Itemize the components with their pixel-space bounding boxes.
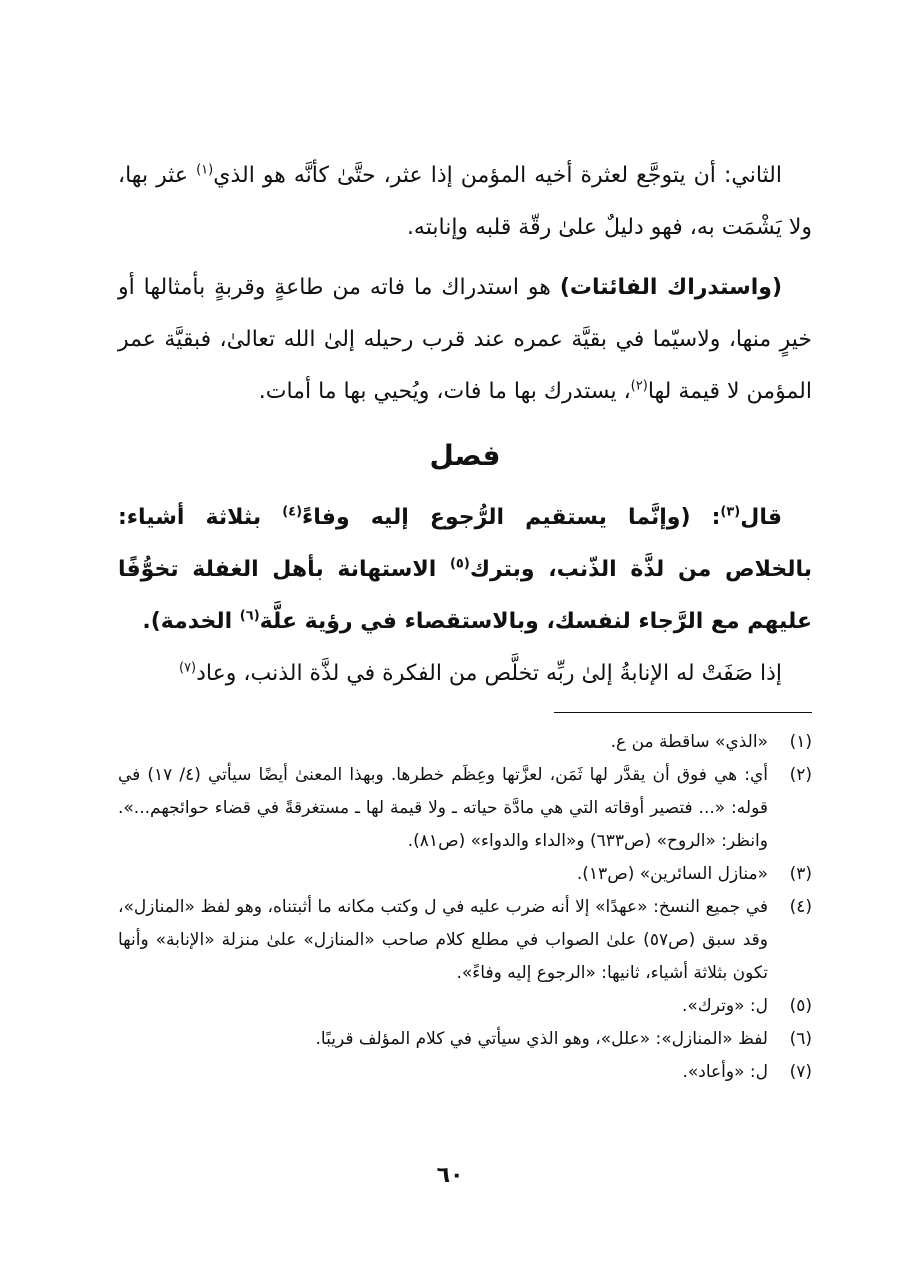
section-heading: فصل <box>429 439 501 472</box>
text-run: بثلاثة أشياء: بالخلاص من لذَّة الذّنب، وبترك <box>118 505 812 582</box>
footnote-6 <box>118 1023 812 1056</box>
page-number: ٦٠ <box>436 1163 464 1188</box>
footnote-number: (١) <box>789 732 812 752</box>
paragraph-2 <box>118 262 812 418</box>
quoted-passage <box>118 492 812 648</box>
text-run: : (وإنَّما يستقيم الرُّجوع إليه وفاءً <box>302 505 721 530</box>
footnote-4 <box>118 891 812 990</box>
text-run: الخدمة). <box>142 609 240 634</box>
footnote-ref-7[interactable]: (٧) <box>178 660 197 676</box>
footnote-text: أي: هي فوق أن يقدَّر لها ثَمَن، لعزَّتها وعِظَم خطرها. وبهذا المعنىٰ أيضًا سيأتي (٤/ ١٧) في قوله: «... فتصير أوقاته التي هي مادَّة حياته ـ ولا قيمة لها ـ مستغرقةً في قضاء حوائجهم...». وانظر: «الروح» (ص٦٣٣) و«الداء والدواء» (ص٨١). <box>118 765 768 851</box>
paragraph-1 <box>118 150 812 254</box>
footnote-number: (٦) <box>789 1029 812 1049</box>
footnote-ref-3[interactable]: (٣) <box>720 504 741 520</box>
footnote-ref-2[interactable]: (٢) <box>630 378 648 394</box>
footnote-7 <box>118 1056 812 1089</box>
text-run: قال <box>740 505 782 530</box>
footnote-text: ل: «وترك». <box>681 996 768 1016</box>
term-heading: (واستدراك الفائتات) <box>559 275 782 300</box>
footnote-ref-5[interactable]: (٥) <box>449 556 470 572</box>
footnote-number: (٢) <box>789 765 812 785</box>
footnote-number: (٣) <box>789 864 812 884</box>
footnote-text: في جميع النسخ: «عهدًا» إلا أنه ضرب عليه في ل وكتب مكانه ما أثبتناه، وهو لفظ «المنازل»، وقد سبق (ص٥٧) علىٰ الصواب في مطلع كلام صاحب «المنازل» علىٰ منزلة «الإنابة» وأنها تكون بثلاثة أشياء، ثانيها: «الرجوع إليه وفاءً». <box>118 897 768 983</box>
footnote-text: لفظ «المنازل»: «علل»، وهو الذي سيأتي في كلام المؤلف قريبًا. <box>315 1029 768 1049</box>
text-run: ، يستدرك بها ما فات، ويُحيي بها ما أمات. <box>258 379 631 404</box>
footnote-1 <box>118 726 812 759</box>
paragraph-3 <box>118 648 812 700</box>
text-run: إذا صَفَتْ له الإنابةُ إلىٰ ربِّه تخلَّص من الفكرة في لذَّة الذنب، وعاد <box>196 661 782 686</box>
text-run: الاستهانة بأهل الغفلة تخوُّفًا عليهم مع الرَّجاء لنفسك، وبالاستقصاء في رؤية علَّة <box>118 557 812 634</box>
footnote-ref-4[interactable]: (٤) <box>282 504 303 520</box>
footnote-text: «الذي» ساقطة من ع. <box>610 732 768 752</box>
text-run: هو استدراك ما فاته من طاعةٍ وقربةٍ بأمثالها أو خيرٍ منها، ولاسيّما في بقيَّة عمره عند قرب رحيله إلىٰ الله تعالىٰ، فبقيَّة عمر المؤمن لا قيمة لها <box>118 275 812 404</box>
footnote-5 <box>118 990 812 1023</box>
footnote-text: ل: «وأعاد». <box>682 1062 768 1082</box>
text-run: عثر بها، ولا يَشْمَت به، فهو دليلٌ علىٰ رقّة قلبه وإنابته. <box>118 163 812 240</box>
footnote-ref-6[interactable]: (٦) <box>239 608 260 624</box>
footnote-ref-1[interactable]: (١) <box>196 162 214 178</box>
footnote-text: «منازل السائرين» (ص١٣). <box>576 864 768 884</box>
footnotes-list <box>118 726 812 1089</box>
text-run: الثاني: أن يتوجَّع لعثرة أخيه المؤمن إذا عثر، حتَّىٰ كأنَّه هو الذي <box>213 163 782 188</box>
footnote-number: (٧) <box>789 1062 812 1082</box>
main-text <box>118 150 812 700</box>
footnote-number: (٥) <box>789 996 812 1016</box>
footnote-2 <box>118 759 812 858</box>
footnote-number: (٤) <box>789 897 812 917</box>
footnote-separator <box>554 712 812 713</box>
footnote-3 <box>118 858 812 891</box>
